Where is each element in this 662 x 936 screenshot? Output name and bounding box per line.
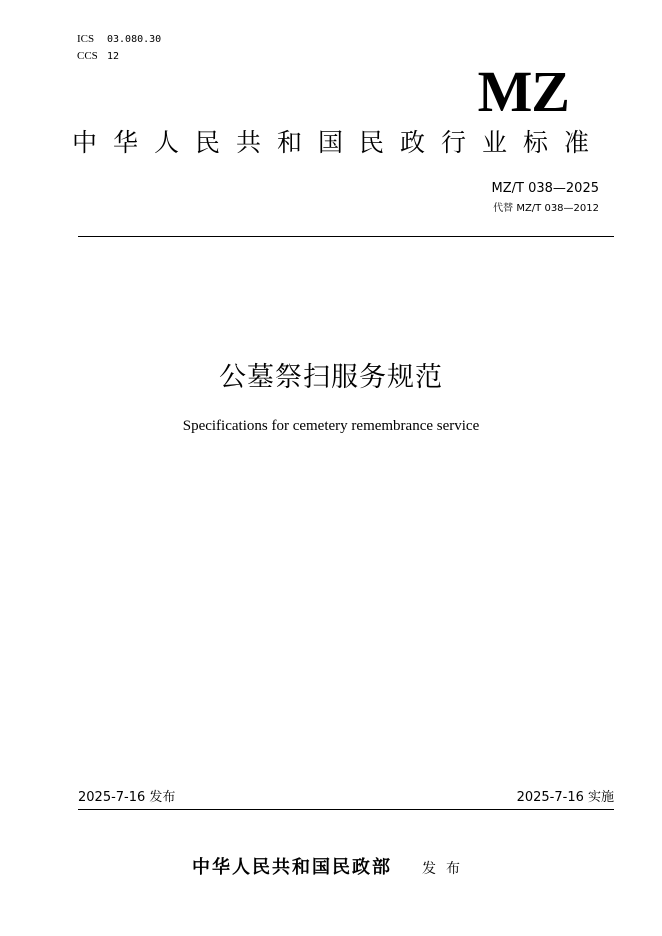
mz-logo: MZ <box>477 59 569 124</box>
classification-block <box>77 31 161 65</box>
document-title: 公墓祭扫服务规范 <box>219 362 443 393</box>
implementation-date: 2025-7-16 实施 <box>516 790 614 805</box>
ccs-row <box>77 48 161 65</box>
header-divider <box>78 236 614 237</box>
document-subtitle: Specifications for cemetery remembrance service <box>182 418 480 434</box>
ccs-label: CCS <box>77 50 98 62</box>
footer-divider <box>78 809 614 810</box>
issued-label: 发布 <box>422 861 470 877</box>
issuer-line <box>0 853 662 879</box>
ccs-value: 12 <box>107 51 120 62</box>
issue-date: 2025-7-16 发布 <box>78 790 176 805</box>
issuer-name: 中华人民共和国民政部 <box>192 857 392 878</box>
standard-number: MZ/T 038—2025 <box>491 181 599 196</box>
standard-title: 中华人民共和国民政行业标准 <box>72 128 606 157</box>
ics-value: 03.080.30 <box>107 34 162 45</box>
ics-label: ICS <box>77 33 95 45</box>
replaces-standard: 代替 MZ/T 038—2012 <box>493 203 599 214</box>
ics-row <box>77 31 161 48</box>
